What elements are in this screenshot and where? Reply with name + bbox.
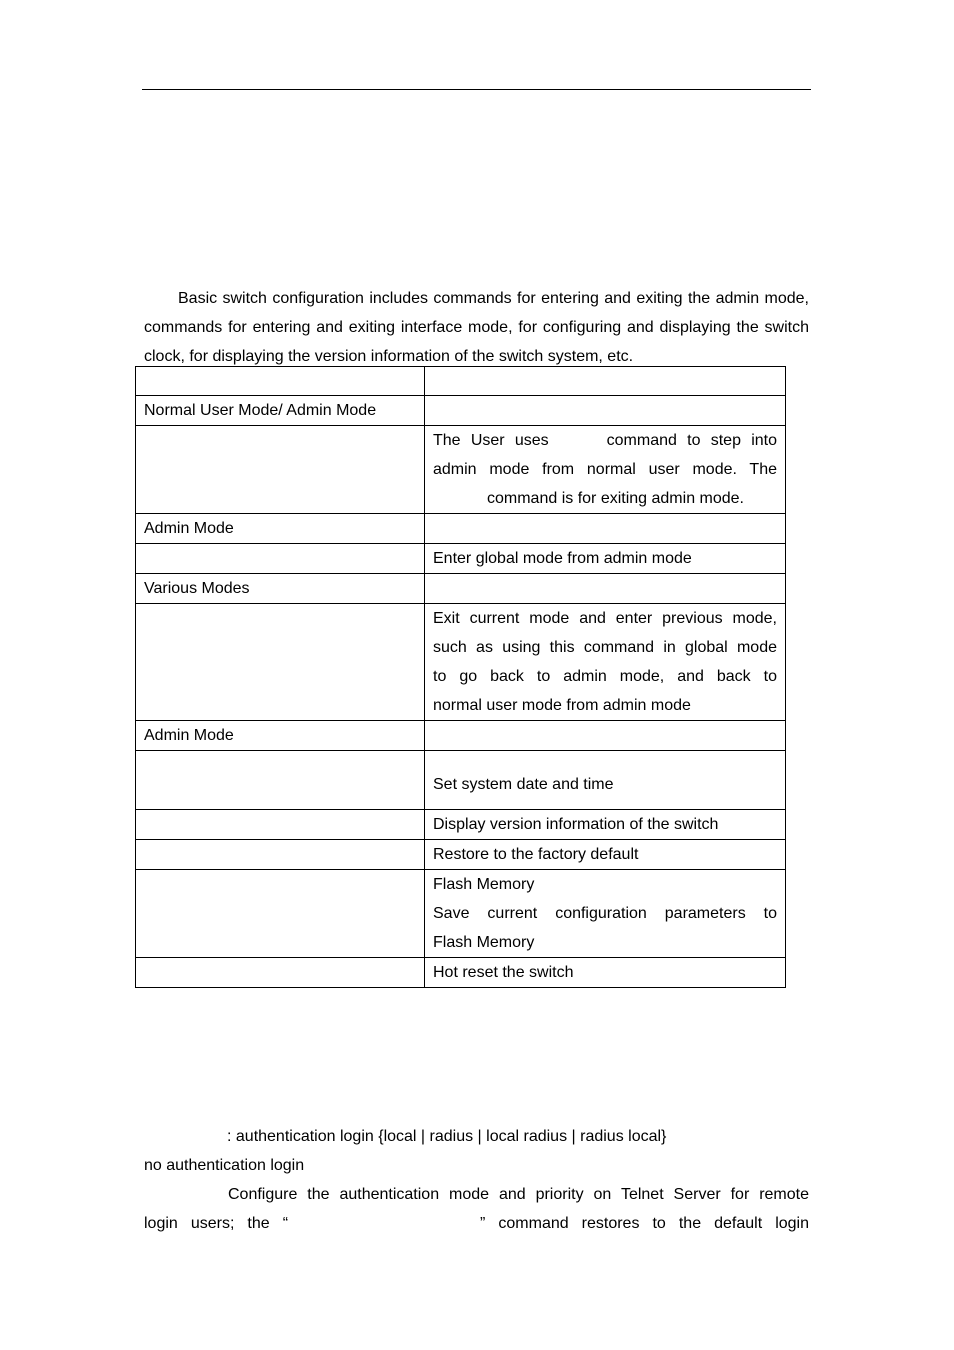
function-line-2: [144, 1209, 809, 1238]
table-row: [136, 604, 786, 721]
mode-cell: Various Modes: [136, 574, 425, 604]
text-line: admin mode from normal user mode. The: [433, 461, 777, 478]
table-row: [136, 574, 786, 604]
text-line: normal user mode from admin mode: [433, 697, 691, 714]
table-row: [136, 514, 786, 544]
command-cell: [136, 367, 425, 396]
table-row: [136, 810, 786, 840]
command-table: [135, 366, 786, 988]
text-line: Exit current mode and enter previous mode,: [433, 610, 777, 627]
command-cell: [136, 810, 425, 840]
no-form-line: no authentication login: [144, 1157, 305, 1174]
explanation-cell: [425, 870, 786, 958]
function-text: ” command restores to the default login: [480, 1215, 809, 1232]
text-line: Save current configuration parameters to: [433, 905, 777, 922]
mode-cell: Admin Mode: [136, 514, 425, 544]
command-cell: [136, 544, 425, 574]
table-row: [136, 426, 786, 514]
explanation-cell: Display version information of the switch: [425, 810, 786, 840]
table-row: [136, 840, 786, 870]
command-cell: [136, 958, 425, 988]
table-row: [136, 870, 786, 958]
command-cell: [136, 751, 425, 810]
function-text: login users; the “: [144, 1215, 289, 1232]
command-cell: [136, 840, 425, 870]
text-line: Flash Memory: [433, 934, 535, 951]
explanation-cell: [425, 426, 786, 514]
function-line-1: [144, 1180, 809, 1209]
intro-paragraph: Basic switch configuration includes commands for entering and exiting the admin mode, commands for entering and exiting interface mode, for configuring and displaying the switch clock, for displaying the version information of the switch system, etc.: [144, 290, 809, 365]
table-row: [136, 544, 786, 574]
text-fragment: command to step into: [606, 432, 777, 449]
table-row: [136, 721, 786, 751]
text-fragment: command is for exiting admin mode.: [487, 490, 744, 507]
function-text: Configure the authentication mode and priority on Telnet Server for remote: [228, 1186, 809, 1203]
table-row: [136, 958, 786, 988]
syntax-line: [144, 1122, 809, 1151]
table-row: [136, 751, 786, 810]
explanation-cell: [425, 604, 786, 721]
table-row: [136, 367, 786, 396]
header-rule: [142, 89, 811, 90]
command-cell: [136, 870, 425, 958]
mode-cell: Admin Mode: [136, 721, 425, 751]
explanation-cell: [425, 721, 786, 751]
explanation-cell: [425, 514, 786, 544]
command-cell: [136, 604, 425, 721]
explanation-cell: [425, 367, 786, 396]
mode-cell: Normal User Mode/ Admin Mode: [136, 396, 425, 426]
text-line: to go back to admin mode, and back to: [433, 668, 777, 685]
text-line: Flash Memory: [433, 876, 535, 893]
syntax-text: : authentication login {local | radius | local radius | radius local}: [227, 1128, 667, 1145]
text-fragment: The User uses: [433, 432, 549, 449]
table-row: [136, 396, 786, 426]
explanation-cell: Restore to the factory default: [425, 840, 786, 870]
command-cell: [136, 426, 425, 514]
explanation-cell: Enter global mode from admin mode: [425, 544, 786, 574]
text-line: such as using this command in global mode: [433, 639, 777, 656]
explanation-cell: Set system date and time: [425, 751, 786, 810]
explanation-cell: [425, 396, 786, 426]
explanation-cell: Hot reset the switch: [425, 958, 786, 988]
explanation-cell: [425, 574, 786, 604]
